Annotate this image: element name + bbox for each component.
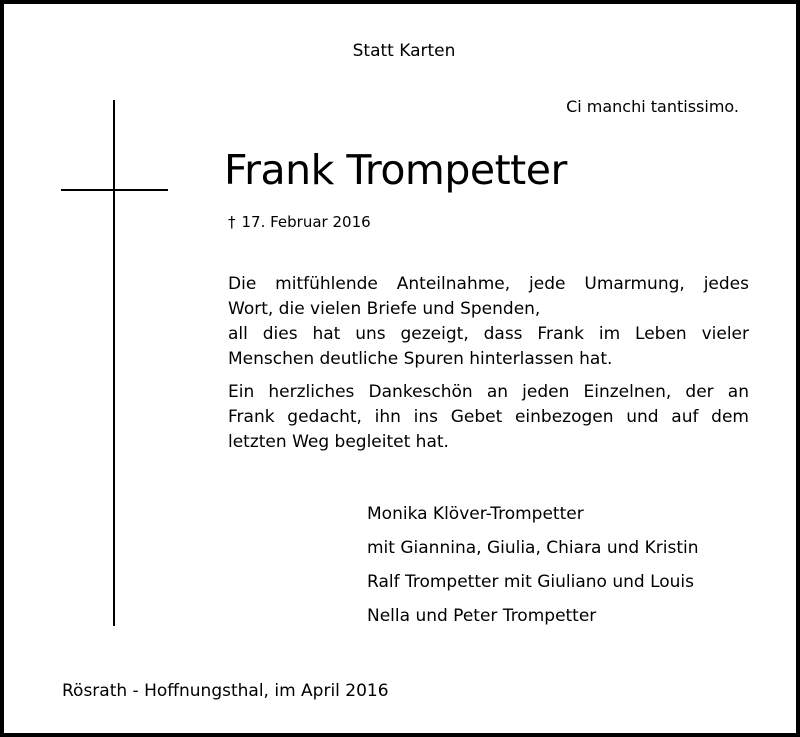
cross-horizontal-bar (61, 189, 168, 191)
memorial-quote: Ci manchi tantissimo. (566, 97, 739, 116)
body-line: Die mitfühlende Anteilnahme, jede Umarmung, jedes (228, 274, 749, 294)
signature-line: Ralf Trompetter mit Giuliano und Louis (367, 572, 695, 592)
thank-you-text (228, 272, 749, 455)
header-title: Statt Karten (352, 41, 456, 61)
cross-vertical-bar (113, 100, 115, 626)
deceased-name: Frank Trompetter (224, 146, 567, 194)
dagger-icon: † (228, 213, 236, 231)
body-line: letzten Weg begleitet hat. (228, 432, 449, 452)
body-line: all dies hat uns gezeigt, dass Frank im Leben vieler (228, 324, 749, 344)
signature-line: Nella und Peter Trompetter (367, 606, 597, 626)
signature-line: Monika Klöver-Trompetter (367, 504, 584, 524)
body-line: Wort, die vielen Briefe und Spenden, (228, 299, 541, 319)
body-line: Menschen deutliche Spuren hinterlassen hat. (228, 349, 613, 369)
death-date: 17. Februar 2016 (241, 213, 371, 231)
signature-line: mit Giannina, Giulia, Chiara und Kristin (367, 538, 699, 558)
body-line: Frank gedacht, ihn ins Gebet einbezogen und auf dem (228, 407, 749, 427)
body-line: Ein herzliches Dankeschön an jeden Einzelnen, der an (228, 382, 749, 402)
signatures-block (367, 502, 699, 638)
death-info (228, 213, 371, 231)
footer-place-date: Rösrath - Hoffnungsthal, im April 2016 (62, 681, 389, 701)
